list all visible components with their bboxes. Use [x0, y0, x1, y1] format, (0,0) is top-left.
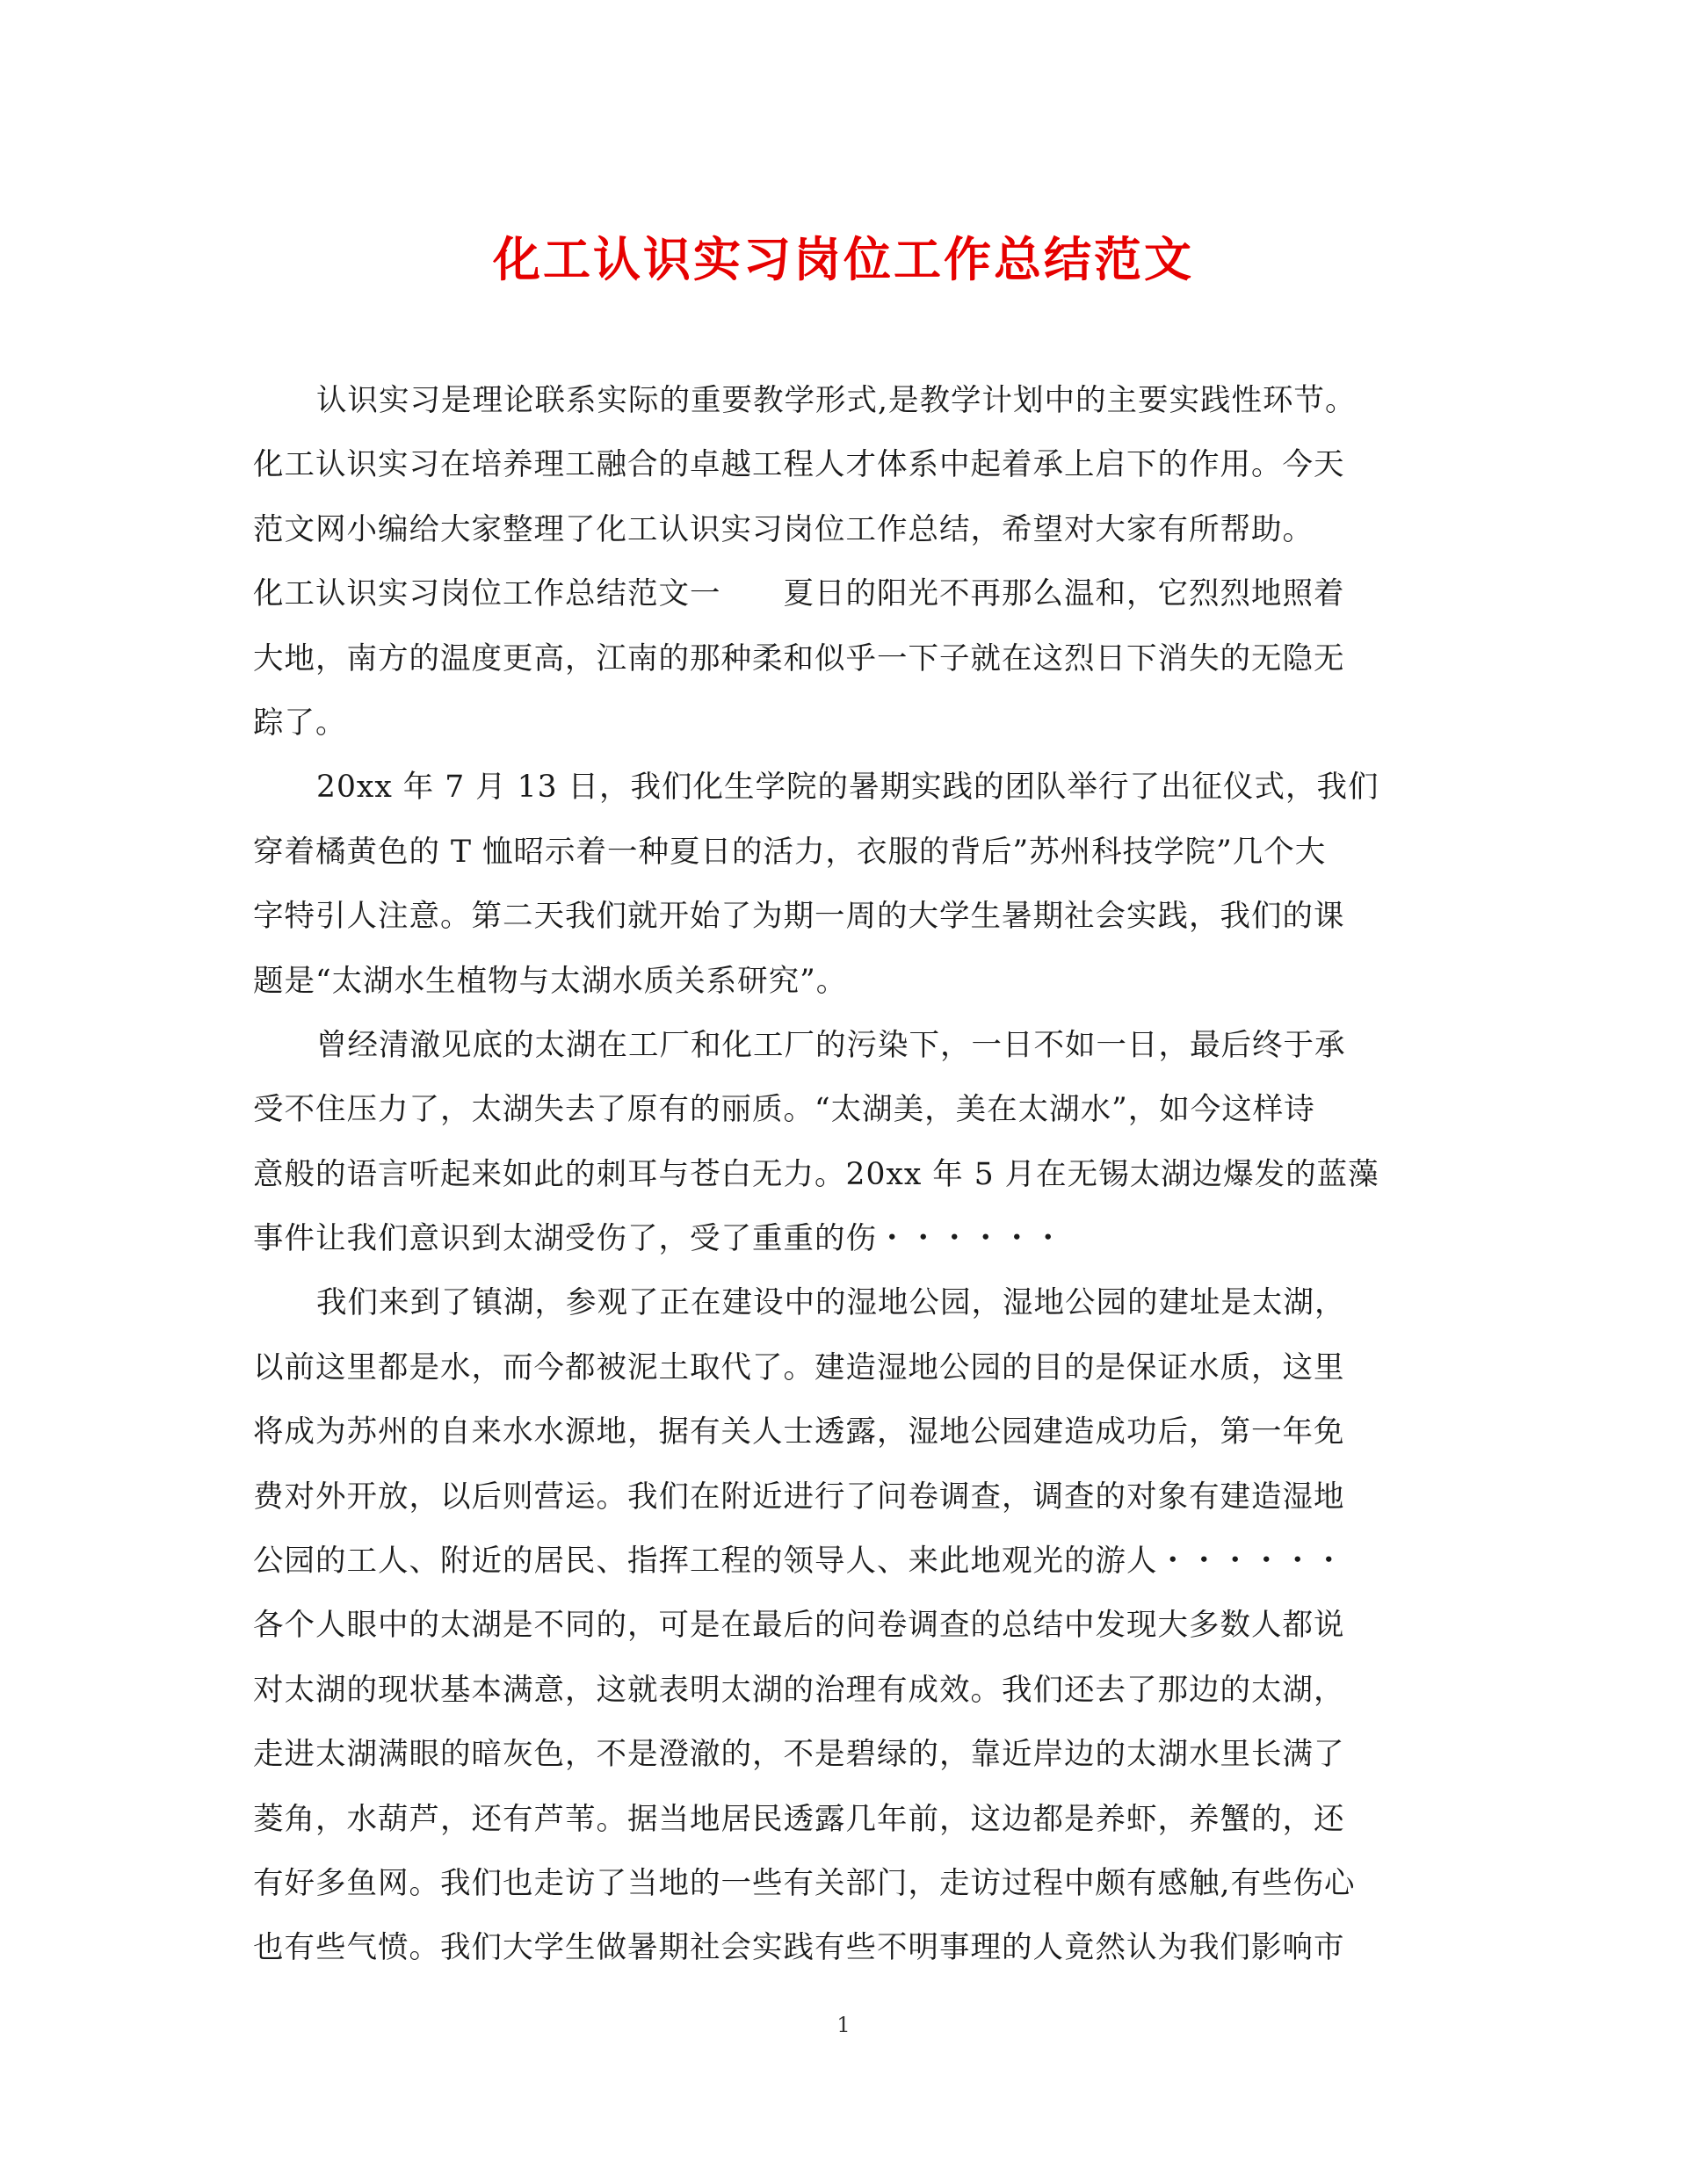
- body-line: 范文网小编给大家整理了化工认识实习岗位工作总结，希望对大家有所帮助。: [253, 511, 1314, 547]
- body-line: 字特引人注意。第二天我们就开始了为期一周的大学生暑期社会实践，我们的课: [253, 899, 1345, 935]
- page-number: 1: [836, 2013, 851, 2037]
- body-line: 受不住压力了，太湖失去了原有的丽质。“太湖美，美在太湖水”，如今这样诗: [253, 1092, 1315, 1128]
- body-line: 费对外开放，以后则营运。我们在附近进行了问卷调查，调查的对象有建造湿地: [253, 1479, 1345, 1515]
- document-title: 化工认识实习岗位工作总结范文: [493, 231, 1194, 287]
- body-line: 意般的语言听起来如此的刺耳与苍白无力。20xx 年 5 月在无锡太湖边爆发的蓝藻: [253, 1156, 1379, 1192]
- body-line: 20xx 年 7 月 13 日，我们化生学院的暑期实践的团队举行了出征仪式，我们: [316, 770, 1379, 806]
- body-line: 我们来到了镇湖，参观了正在建设中的湿地公园，湿地公园的建址是太湖，: [316, 1285, 1346, 1321]
- body-line: 大地，南方的温度更高，江南的那种柔和似乎一下子就在这烈日下消失的无隐无: [253, 640, 1345, 676]
- document-body: [253, 369, 1422, 1981]
- body-line: 有好多鱼网。我们也走访了当地的一些有关部门，走访过程中颇有感触,有些伤心: [253, 1865, 1356, 1901]
- body-line: 将成为苏州的自来水水源地，据有关人士透露，湿地公园建造成功后，第一年免: [253, 1414, 1345, 1450]
- body-line: 公园的工人、附近的居民、指挥工程的领导人、来此地观光的游人・・・・・・: [253, 1544, 1345, 1580]
- body-line: 事件让我们意识到太湖受伤了，受了重重的伤・・・・・・: [253, 1221, 1064, 1257]
- body-line: 也有些气愤。我们大学生做暑期社会实践有些不明事理的人竟然认为我们影响市: [253, 1930, 1345, 1966]
- body-line: 走进太湖满眼的暗灰色，不是澄澈的，不是碧绿的，靠近岸边的太湖水里长满了: [253, 1737, 1345, 1773]
- body-line: 曾经清澈见底的太湖在工厂和化工厂的污染下，一日不如一日，最后终于承: [316, 1027, 1346, 1063]
- body-line: 各个人眼中的太湖是不同的，可是在最后的问卷调查的总结中发现大多数人都说: [253, 1608, 1345, 1644]
- body-line: 对太湖的现状基本满意，这就表明太湖的治理有成效。我们还去了那边的太湖，: [253, 1672, 1345, 1708]
- body-line: 穿着橘黄色的 T 恤昭示着一种夏日的活力，衣服的背后”苏州科技学院”几个大: [253, 834, 1327, 870]
- body-line: 化工认识实习岗位工作总结范文一 夏日的阳光不再那么温和，它烈烈地照着: [253, 576, 1345, 612]
- body-line: 认识实习是理论联系实际的重要教学形式,是教学计划中的主要实践性环节。: [316, 383, 1357, 418]
- body-line: 题是“太湖水生植物与太湖水质关系研究”。: [253, 963, 848, 999]
- body-line: 化工认识实习在培养理工融合的卓越工程人才体系中起着承上启下的作用。今天: [253, 447, 1345, 483]
- body-line: 踪了。: [253, 705, 347, 741]
- body-line: 菱角，水葫芦，还有芦苇。据当地居民透露几年前，这边都是养虾，养蟹的，还: [253, 1801, 1345, 1837]
- body-line: 以前这里都是水，而今都被泥土取代了。建造湿地公园的目的是保证水质，这里: [253, 1349, 1345, 1385]
